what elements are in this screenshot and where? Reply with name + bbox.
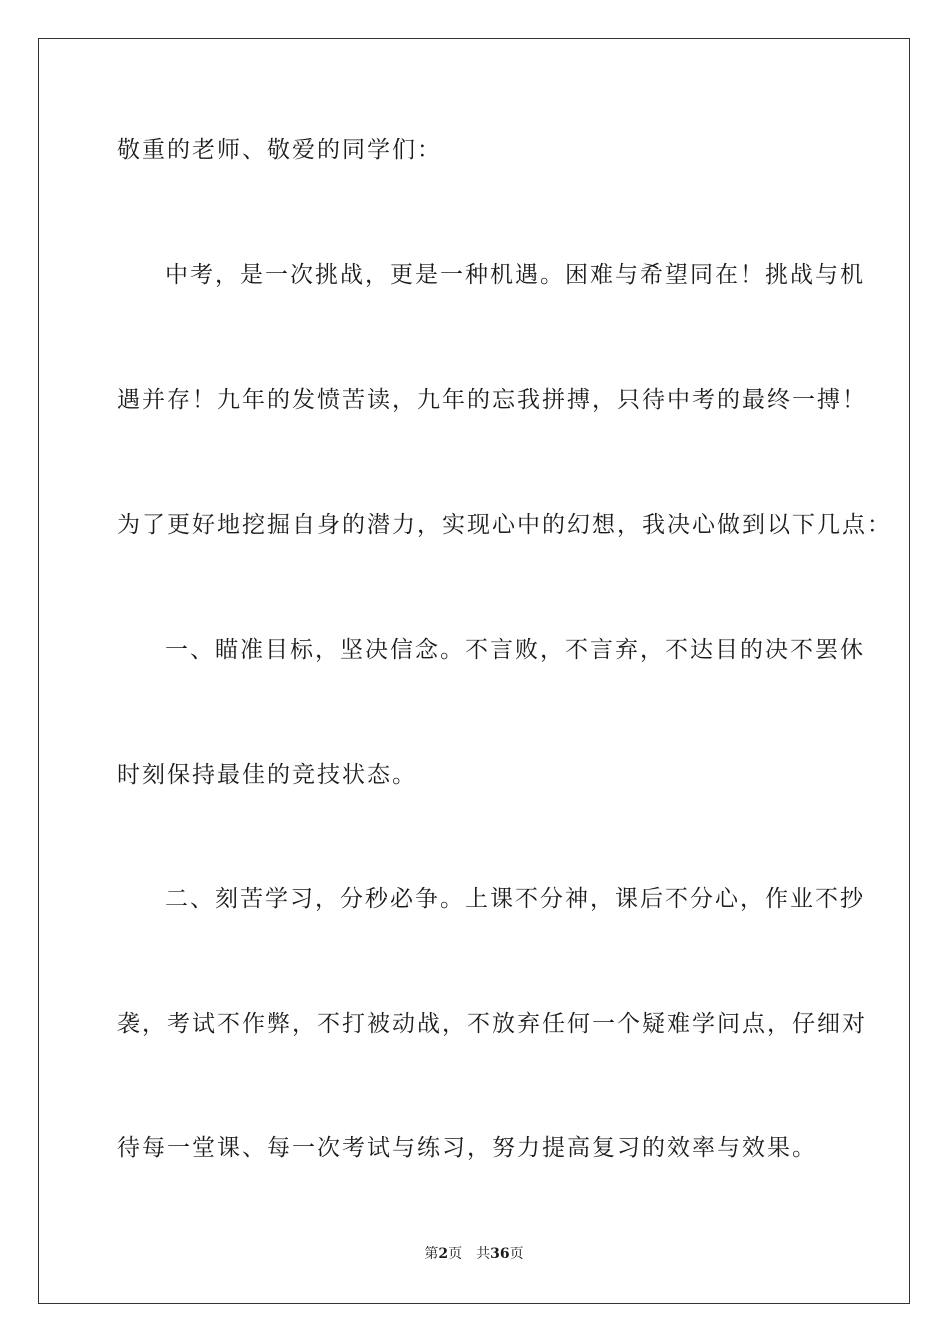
total-prefix: 共 [476, 1246, 491, 1262]
paragraph-line: 中考，是一次挑战，更是一种机遇。困难与希望同在！挑战与机 [165, 262, 865, 288]
paragraph-line: 遇并存！九年的发愤苦读，九年的忘我拼搏，只待中考的最终一搏！ [117, 387, 867, 413]
paragraph-line: 二、刻苦学习，分秒必争。上课不分神，课后不分心，作业不抄 [165, 886, 865, 912]
page-prefix: 第 [424, 1246, 439, 1262]
page-total: 36 [490, 1246, 510, 1262]
paragraph-line: 一、瞄准目标，坚决信念。不言败，不言弃，不达目的决不罢休 [165, 637, 865, 663]
total-suffix: 页 [509, 1246, 524, 1262]
page-current: 2 [438, 1246, 449, 1262]
paragraph-line: 为了更好地挖掘自身的潜力，实现心中的幻想，我决心做到以下几点： [117, 512, 892, 538]
paragraph-line: 时刻保持最佳的竞技状态。 [117, 762, 417, 788]
page-footer [39, 1243, 909, 1263]
document-page [38, 38, 910, 1304]
paragraph-line: 待每一堂课、每一次考试与练习，努力提高复习的效率与效果。 [117, 1135, 817, 1161]
salutation-line: 敬重的老师、敬爱的同学们： [117, 137, 442, 163]
paragraph-line: 袭，考试不作弊，不打被动战，不放弃任何一个疑难学问点，仔细对 [117, 1011, 867, 1037]
page-mid: 页 [448, 1246, 463, 1262]
